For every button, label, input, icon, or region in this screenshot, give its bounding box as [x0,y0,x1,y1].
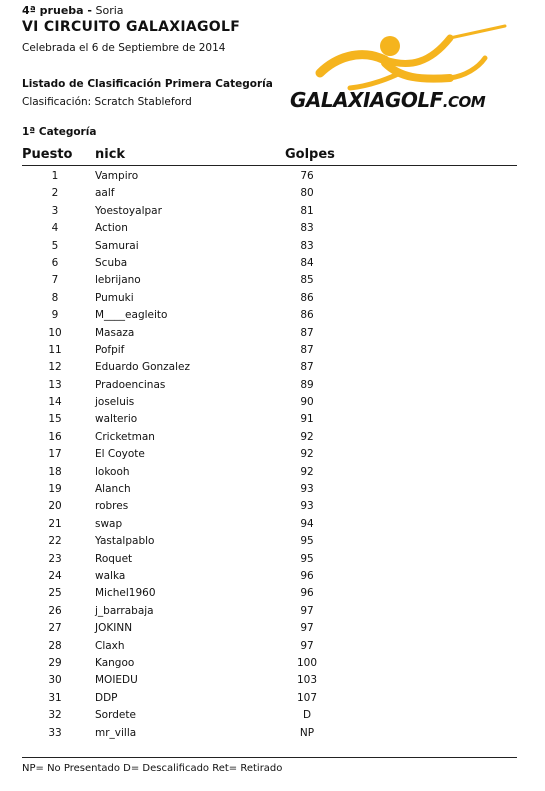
table-row [0,447,545,464]
score-cell: 84 [300,256,314,269]
nick-cell: j_barrabaja [95,604,154,617]
nick-cell: Scuba [95,256,128,269]
nick-cell: robres [95,500,129,513]
nick-cell: mr_villa [95,726,137,739]
nick-cell: Yoestoyalpar [95,204,162,217]
rank-cell: 12 [48,361,62,374]
table-row [0,673,545,690]
score-cell: 87 [300,361,314,374]
score-cell: 93 [300,483,314,496]
column-header-golpes: Golpes [285,147,335,162]
score-cell: 94 [300,517,314,530]
nick-cell: swap [95,517,123,530]
nick-cell: Michel1960 [95,587,156,600]
rank-cell: 16 [48,430,62,443]
column-header-puesto: Puesto [22,147,73,162]
nick-cell: Masaza [95,326,135,339]
column-header-nick: nick [95,147,126,162]
nick-cell: MOIEDU [95,674,138,687]
score-cell: 97 [300,604,314,617]
nick-cell: Sordete [95,709,136,722]
score-cell: 83 [300,222,314,235]
rank-cell: 20 [48,500,62,513]
table-row [0,517,545,534]
rank-cell: 23 [48,552,62,565]
nick-cell: Samurai [95,239,139,252]
rank-cell: 18 [48,465,62,478]
score-cell: 92 [300,448,314,461]
rank-cell: 25 [48,587,62,600]
score-cell: 85 [300,274,314,287]
score-cell: 97 [300,622,314,635]
rank-cell: 11 [48,343,62,356]
table-row [0,726,545,743]
nick-cell: M____eagleito [95,309,168,322]
table-row [0,169,545,186]
table-row [0,465,545,482]
rank-cell: 13 [48,378,62,391]
nick-cell: Action [95,222,128,235]
rank-cell: 21 [48,517,62,530]
rank-cell: 29 [48,656,62,669]
score-cell: 95 [300,535,314,548]
score-cell: 83 [300,239,314,252]
footer-divider [22,757,517,758]
score-cell: 76 [300,170,314,182]
table-row [0,552,545,569]
score-cell: 91 [300,413,314,426]
logo-wordmark [290,88,485,112]
rank-cell: 26 [48,604,62,617]
nick-cell: lokooh [95,465,130,478]
page-title: VI CIRCUITO GALAXIAGOLF [22,19,241,35]
nick-cell: Alanch [95,483,131,496]
logo-wordmark-main: GALAXIAGOLF [290,88,443,112]
rank-cell: 3 [51,204,59,217]
rank-cell: 10 [48,326,62,339]
score-cell: 96 [300,587,314,600]
list-title: Listado de Clasificación Primera Categoría [22,78,273,90]
score-cell: NP [299,726,315,739]
event-date: Celebrada el 6 de Septiembre de 2014 [22,42,226,54]
table-row [0,378,545,395]
legend: NP= No Presentado D= Descalificado Ret= Retirado [22,763,283,774]
round-label [22,4,124,17]
table-row [0,499,545,516]
rank-cell: 4 [51,222,59,235]
table-row [0,586,545,603]
nick-cell: DDP [95,691,118,704]
rank-cell: 31 [48,691,62,704]
nick-cell: Cricketman [95,430,155,443]
nick-cell: walka [95,569,126,582]
rank-cell: 19 [48,483,62,496]
nick-cell: Pumuki [95,291,134,304]
rank-cell: 15 [48,413,62,426]
score-cell: 81 [300,204,314,217]
table-row [0,239,545,256]
score-cell: D [302,709,312,722]
score-cell: 97 [300,639,314,652]
results-table [0,169,545,743]
classification-type: Clasificación: Scratch Stableford [22,96,192,108]
nick-cell: El Coyote [95,448,145,461]
rank-cell: 27 [48,622,62,635]
header-divider [22,165,517,166]
score-cell: 87 [300,326,314,339]
nick-cell: lebrijano [95,274,141,287]
nick-cell: Pradoencinas [95,378,166,391]
table-row [0,204,545,221]
score-cell: 80 [300,187,314,200]
rank-cell: 32 [48,709,62,722]
logo-wordmark-suffix: .COM [442,93,486,111]
table-row [0,412,545,429]
score-cell: 95 [300,552,314,565]
score-cell: 96 [300,569,314,582]
table-row [0,256,545,273]
table-row [0,273,545,290]
nick-cell: JOKINN [95,622,133,635]
table-row [0,691,545,708]
category-label: 1ª Categoría [22,126,97,138]
table-row [0,186,545,203]
nick-cell: walterio [95,413,138,426]
score-cell: 86 [300,309,314,322]
rank-cell: 14 [48,396,62,409]
rank-cell: 30 [48,674,62,687]
score-cell: 103 [296,674,318,687]
table-row [0,656,545,673]
golfer-swing-icon [320,26,505,88]
score-cell: 89 [300,378,314,391]
nick-cell: joseluis [95,396,135,409]
nick-cell: Roquet [95,552,133,565]
rank-cell: 8 [51,291,59,304]
table-row [0,360,545,377]
rank-cell: 9 [51,309,59,322]
table-row [0,639,545,656]
rank-cell: 6 [51,256,59,269]
nick-cell: Eduardo Gonzalez [95,361,190,374]
rank-cell: 2 [51,187,59,200]
table-row [0,395,545,412]
score-cell: 100 [296,656,318,669]
table-row [0,569,545,586]
round-place: Soria [95,4,124,17]
score-cell: 87 [300,343,314,356]
table-row [0,308,545,325]
rank-cell: 5 [51,239,59,252]
rank-cell: 17 [48,448,62,461]
nick-cell: Yastalpablo [95,535,155,548]
round-number: 4ª prueba - [22,4,92,17]
rank-cell: 33 [48,726,62,739]
table-row [0,291,545,308]
nick-cell: aalf [95,187,115,200]
table-row [0,708,545,725]
score-cell: 93 [300,500,314,513]
rank-cell: 22 [48,535,62,548]
nick-cell: Claxh [95,639,125,652]
rank-cell: 1 [51,170,59,182]
table-row [0,343,545,360]
score-cell: 107 [296,691,318,704]
table-row [0,604,545,621]
table-row [0,326,545,343]
nick-cell: Kangoo [95,656,135,669]
table-row [0,221,545,238]
rank-cell: 28 [48,639,62,652]
rank-cell: 7 [51,274,59,287]
nick-cell: Pofpif [95,343,125,356]
table-row [0,534,545,551]
rank-cell: 24 [48,569,62,582]
score-cell: 90 [300,396,314,409]
table-row [0,482,545,499]
table-row [0,430,545,447]
score-cell: 86 [300,291,314,304]
score-cell: 92 [300,465,314,478]
score-cell: 92 [300,430,314,443]
table-row [0,621,545,638]
nick-cell: Vampiro [95,170,139,182]
